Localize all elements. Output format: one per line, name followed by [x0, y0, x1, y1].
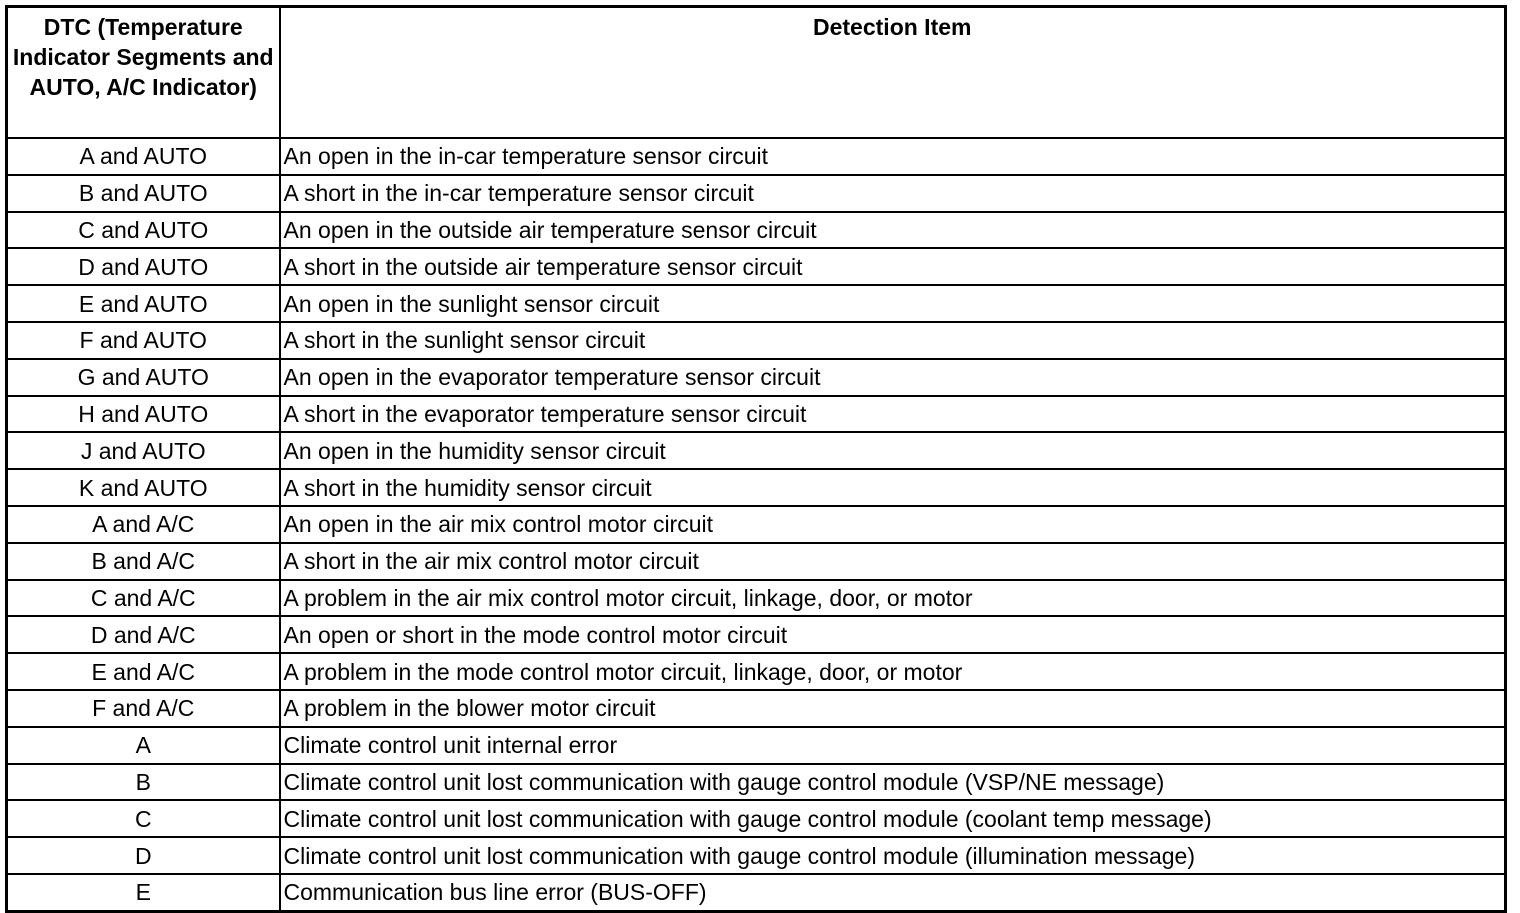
dtc-code-cell: D and AUTO [7, 248, 280, 285]
detection-item-cell: A short in the evaporator temperature sensor circuit [280, 396, 1506, 433]
dtc-code-cell: E and AUTO [7, 285, 280, 322]
table-row [7, 543, 1506, 580]
dtc-code-cell: C and A/C [7, 580, 280, 617]
dtc-code-cell: H and AUTO [7, 396, 280, 433]
dtc-code-cell: A [7, 727, 280, 764]
table-row [7, 138, 1506, 175]
dtc-code-cell: D [7, 837, 280, 874]
detection-item-cell: A short in the air mix control motor circuit [280, 543, 1506, 580]
table-row [7, 322, 1506, 359]
table-row [7, 690, 1506, 727]
detection-item-cell: Climate control unit internal error [280, 727, 1506, 764]
table-body [7, 138, 1506, 911]
detection-item-cell: A short in the outside air temperature sensor circuit [280, 248, 1506, 285]
dtc-code-cell: E and A/C [7, 653, 280, 690]
detection-item-cell: An open in the in-car temperature sensor circuit [280, 138, 1506, 175]
detection-item-cell: A short in the sunlight sensor circuit [280, 322, 1506, 359]
table-row [7, 469, 1506, 506]
detection-item-cell: An open in the outside air temperature sensor circuit [280, 212, 1506, 249]
table-row [7, 580, 1506, 617]
table-header-row [7, 7, 1506, 139]
dtc-code-cell: B [7, 764, 280, 801]
detection-item-cell: Climate control unit lost communication with gauge control module (coolant temp message) [280, 800, 1506, 837]
table-row [7, 837, 1506, 874]
detection-item-cell: An open in the humidity sensor circuit [280, 432, 1506, 469]
table-row [7, 432, 1506, 469]
dtc-code-cell: C and AUTO [7, 212, 280, 249]
dtc-column-header: DTC (Temperature Indicator Segments and AUTO, A/C Indicator) [7, 7, 280, 139]
dtc-table [5, 5, 1507, 913]
table-row [7, 212, 1506, 249]
detection-item-cell: A problem in the air mix control motor circuit, linkage, door, or motor [280, 580, 1506, 617]
detection-item-cell: Climate control unit lost communication with gauge control module (illumination message) [280, 837, 1506, 874]
detection-item-cell: An open in the air mix control motor circuit [280, 506, 1506, 543]
dtc-code-cell: J and AUTO [7, 432, 280, 469]
table-row [7, 175, 1506, 212]
table-row [7, 616, 1506, 653]
dtc-code-cell: B and AUTO [7, 175, 280, 212]
table-row [7, 506, 1506, 543]
table-row [7, 727, 1506, 764]
dtc-code-cell: K and AUTO [7, 469, 280, 506]
dtc-code-cell: C [7, 800, 280, 837]
table-row [7, 653, 1506, 690]
table-row [7, 396, 1506, 433]
dtc-code-cell: A and A/C [7, 506, 280, 543]
dtc-code-cell: A and AUTO [7, 138, 280, 175]
table-row [7, 764, 1506, 801]
table-row [7, 359, 1506, 396]
dtc-code-cell: G and AUTO [7, 359, 280, 396]
detection-item-cell: Climate control unit lost communication with gauge control module (VSP/NE message) [280, 764, 1506, 801]
dtc-code-cell: F and A/C [7, 690, 280, 727]
detection-item-cell: A short in the in-car temperature sensor circuit [280, 175, 1506, 212]
dtc-table-container [5, 5, 1507, 913]
dtc-code-cell: B and A/C [7, 543, 280, 580]
table-row [7, 874, 1506, 911]
detection-item-cell: Communication bus line error (BUS-OFF) [280, 874, 1506, 911]
detection-item-column-header: Detection Item [280, 7, 1506, 139]
table-row [7, 800, 1506, 837]
table-row [7, 248, 1506, 285]
dtc-code-cell: D and A/C [7, 616, 280, 653]
detection-item-cell: An open or short in the mode control motor circuit [280, 616, 1506, 653]
dtc-code-cell: E [7, 874, 280, 911]
dtc-code-cell: F and AUTO [7, 322, 280, 359]
detection-item-cell: A problem in the mode control motor circuit, linkage, door, or motor [280, 653, 1506, 690]
detection-item-cell: An open in the evaporator temperature sensor circuit [280, 359, 1506, 396]
detection-item-cell: A short in the humidity sensor circuit [280, 469, 1506, 506]
detection-item-cell: A problem in the blower motor circuit [280, 690, 1506, 727]
detection-item-cell: An open in the sunlight sensor circuit [280, 285, 1506, 322]
table-row [7, 285, 1506, 322]
